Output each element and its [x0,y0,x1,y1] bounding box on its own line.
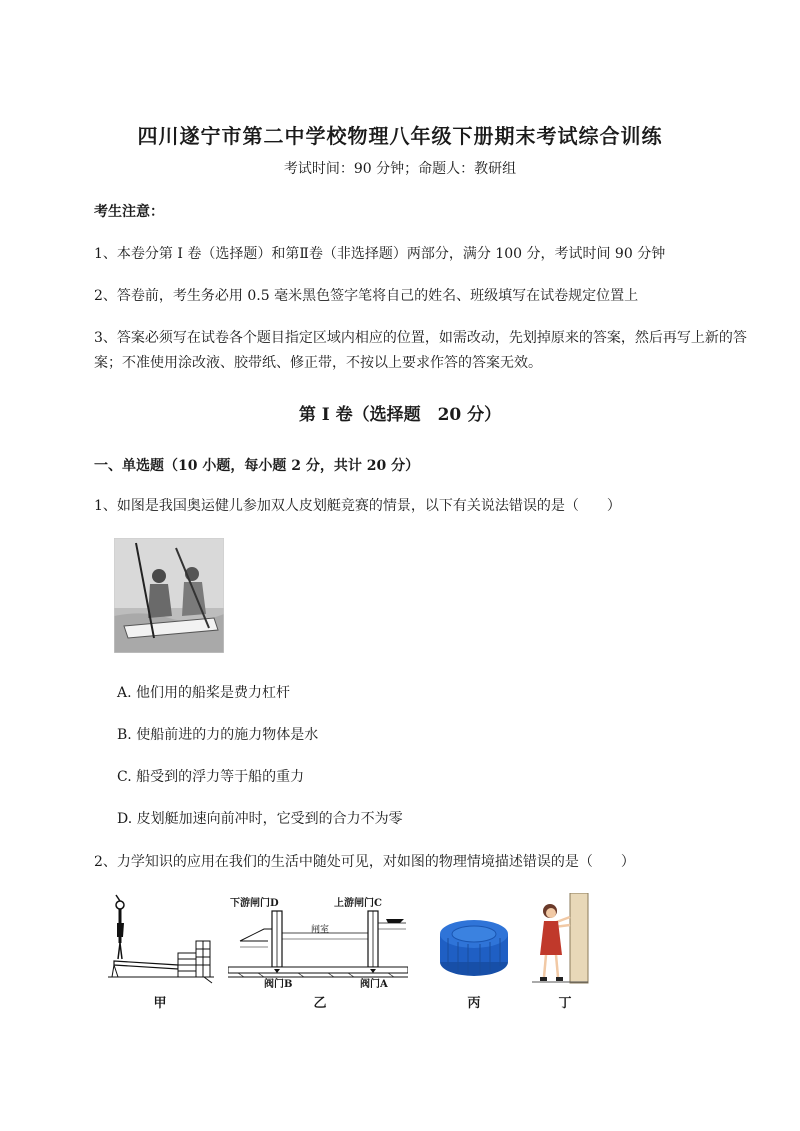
notice-item-2: 2、答卷前，考生务必用 0.5 毫米黑色签字笔将自己的姓名、班级填写在试卷规定位置上 [94,288,639,304]
bottle-cap-figure [436,912,512,982]
figure-label-jia: 甲 [153,996,167,1011]
notice-heading: 考生注意： [94,204,164,220]
q1-option-d: D. 皮划艇加速向前冲时，它受到的合力不为零 [117,811,403,827]
chamber-label: 闸室 [311,925,330,935]
figure-label-yi: 乙 [313,996,327,1011]
question-1-stem: 1、如图是我国奥运健儿参加双人皮划艇竞赛的情景，以下有关说法错误的是（ ） [94,498,621,514]
valve-a-label: 阀门A [360,979,388,990]
figure-label-ding: 丁 [558,996,572,1011]
page-title: 四川遂宁市第二中学校物理八年级下册期末考试综合训练 [137,124,663,148]
valve-b-label: 阀门B [264,979,293,990]
part-heading: 一、单选题（10 小题，每小题 2 分，共计 20 分） [94,458,420,474]
exam-meta: 考试时间：90 分钟；命题人：教研组 [283,161,517,177]
q1-option-c: C. 船受到的浮力等于船的重力 [117,769,305,785]
notice-item-3: 3、答案必须写在试卷各个题目指定区域内相应的位置，如需改动，先划掉原来的答案，然后再写上新的答案；不准使用涂改液、胶带纸、修正带，不按以上要求作答的答案无效。 [94,330,747,371]
figure-label-bing: 丙 [467,996,481,1011]
question-2-stem: 2、力学知识的应用在我们的生活中随处可见，对如图的物理情境描述错误的是（ ） [94,854,635,870]
gate-c-label: 上游闸门C [334,898,382,909]
q1-option-a: A. 他们用的船桨是费力杠杆 [117,685,291,701]
notice-item-1: 1、本卷分第 I 卷（选择题）和第Ⅱ卷（非选择题）两部分，满分 100 分，考试时间 90 分钟 [94,246,666,262]
section-title: 第 I 卷（选择题 20 分） [298,405,502,425]
kayak-photo [114,538,224,653]
q1-option-b: B. 使船前进的力的施力物体是水 [117,727,319,743]
girl-pushing-wall-figure [532,893,590,987]
diving-figure [108,893,216,989]
gate-d-label: 下游闸门D [230,898,279,909]
